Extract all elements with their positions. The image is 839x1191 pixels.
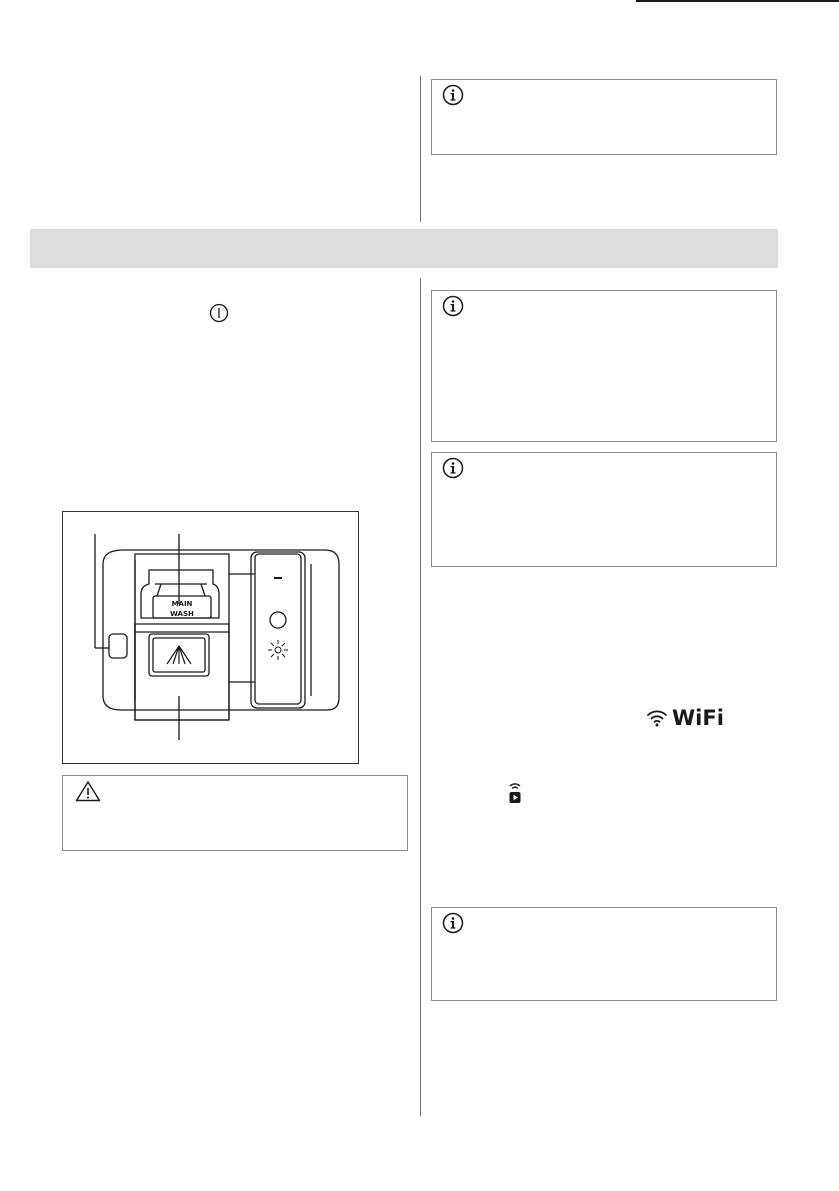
dispenser-illustration <box>63 512 360 765</box>
section-heading-band <box>30 229 778 268</box>
detergent-dispenser-figure <box>62 511 359 764</box>
info-note-box <box>431 452 777 567</box>
column-divider-bottom <box>420 278 421 1116</box>
column-divider-top <box>420 76 421 222</box>
power-icon <box>209 303 229 323</box>
wifi-label: WiFi <box>672 706 724 730</box>
info-icon <box>442 457 464 479</box>
warning-note-box <box>62 775 408 851</box>
header-rule <box>636 0 839 2</box>
info-icon <box>442 912 464 934</box>
warning-icon <box>75 780 101 802</box>
spray-icon <box>167 646 191 664</box>
wifi-icon <box>646 709 668 727</box>
info-note-box <box>431 907 777 1001</box>
remote-start-icon <box>508 782 522 804</box>
flap-text-main: MAIN <box>171 600 193 608</box>
info-icon <box>442 84 464 106</box>
info-note-box <box>431 79 777 155</box>
wifi-symbol <box>646 706 726 732</box>
sun-icon <box>268 640 288 660</box>
info-note-box <box>431 290 777 442</box>
flap-text-wash: WASH <box>170 610 194 618</box>
info-icon <box>442 295 464 317</box>
